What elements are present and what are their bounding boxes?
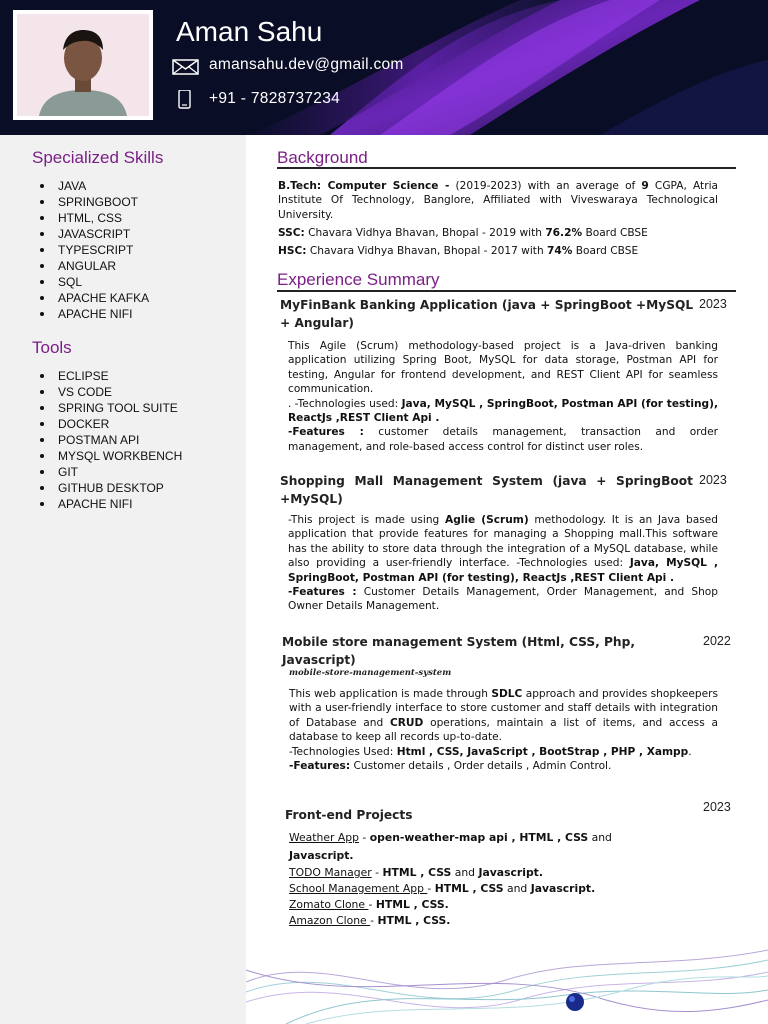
desc-text-2: approach and provides shopkeepers with a user-friendly interface to store customer and staff details with integration of Database and bbox=[289, 688, 718, 729]
school-management-link[interactable]: School Management App bbox=[289, 882, 428, 895]
btech-cgpa: 9 bbox=[641, 180, 649, 192]
skill-item: SQL bbox=[38, 274, 149, 290]
tech-list: Java, MySQL , SpringBoot, Postman API (for testing), ReactJs ,REST Client Api . bbox=[288, 557, 718, 584]
btech-text-2: CGPA, Atria Institute Of Technology, Banglore, Affiliated with Viveswaraya Technological University. bbox=[278, 180, 718, 221]
project-desc-myfinbank bbox=[288, 339, 718, 454]
tool-item: GIT bbox=[38, 464, 182, 480]
phone-icon bbox=[172, 90, 200, 115]
ssc-percent: 76.2% bbox=[545, 227, 583, 239]
background-divider bbox=[277, 167, 736, 169]
skills-list bbox=[38, 178, 149, 322]
features-text: Customer Details Management, Order Management, and Shop Owner Details Management. bbox=[288, 586, 718, 613]
features-label: -Features: bbox=[289, 760, 351, 773]
desc-text-2: methodology. It is an Java based application that provide features for managing a Shopping mall.This software has the ability to store data through the integration of a MySQL database, while also providing a user-friendly interface. -Technologies used: bbox=[288, 514, 718, 570]
desc-text: This web application is made through bbox=[289, 688, 492, 700]
tool-item: MYSQL WORKBENCH bbox=[38, 448, 182, 464]
desc-text-3: operations, maintain a list of items, and access a database to keep all records up-to-date. bbox=[289, 716, 718, 744]
tech-tail: Javascript. bbox=[530, 882, 596, 895]
frontend-title: Front-end Projects bbox=[285, 808, 413, 822]
hsc-percent: 74% bbox=[547, 245, 573, 257]
features-text: Customer details , Order details , Admin Control. bbox=[350, 760, 612, 773]
project-title-mobile-store: Mobile store management System (Html, CSS, Php, Javascript) bbox=[282, 635, 635, 667]
envelope-icon bbox=[172, 56, 200, 81]
skill-item: APACHE KAFKA bbox=[38, 290, 149, 306]
tech-list: HTML , CSS bbox=[434, 882, 504, 895]
separator: - bbox=[368, 898, 376, 911]
zomato-clone-link[interactable]: Zomato Clone bbox=[289, 898, 369, 911]
tool-item: SPRING TOOL SUITE bbox=[38, 400, 182, 416]
tool-item: ECLIPSE bbox=[38, 368, 182, 384]
separator: - bbox=[359, 831, 370, 844]
phone-text: +91 - 7828737234 bbox=[209, 90, 341, 107]
resume-header bbox=[0, 0, 768, 135]
tech-prefix: -Technologies Used: bbox=[289, 745, 397, 758]
hsc-label: HSC: bbox=[278, 245, 307, 257]
and-text: and bbox=[503, 882, 531, 895]
frontend-item-zomato bbox=[289, 898, 449, 912]
amazon-clone-link[interactable]: Amazon Clone bbox=[289, 914, 371, 927]
skill-item: TYPESCRIPT bbox=[38, 242, 149, 258]
tech-tail: . bbox=[688, 745, 692, 758]
frontend-item-school bbox=[289, 882, 595, 896]
methodology: Aglie (Scrum) bbox=[445, 514, 529, 526]
features-label: -Features : bbox=[288, 586, 357, 599]
desc-text: -This project is made using bbox=[288, 514, 446, 526]
hsc-tail: Board CBSE bbox=[572, 245, 639, 257]
tool-item: APACHE NIFI bbox=[38, 496, 182, 512]
project-year-myfinbank: 2023 bbox=[699, 297, 727, 311]
btech-text: (2019-2023) with an average of bbox=[449, 180, 642, 192]
ssc-text: Chavara Vidhya Bhavan, Bhopal - 2019 with bbox=[304, 227, 546, 239]
skill-item: APACHE NIFI bbox=[38, 306, 149, 322]
btech-label: B.Tech: Computer Science - bbox=[278, 180, 450, 192]
separator: - bbox=[371, 866, 383, 879]
separator: - bbox=[427, 882, 435, 895]
hsc-text: Chavara Vidhya Bhavan, Bhopal - 2017 with bbox=[306, 245, 548, 257]
and-text: and bbox=[588, 831, 612, 844]
tech-list: open-weather-map api , HTML , CSS bbox=[369, 831, 589, 844]
tech-list: HTML , CSS. bbox=[375, 898, 449, 911]
skill-item: SPRINGBOOT bbox=[38, 194, 149, 210]
tech-prefix: . -Technologies used: bbox=[288, 397, 402, 410]
background-heading: Background bbox=[277, 148, 368, 167]
frontend-year: 2023 bbox=[703, 800, 731, 814]
frontend-item-todo bbox=[289, 866, 543, 880]
tool-item: VS CODE bbox=[38, 384, 182, 400]
tech-list: Html , CSS, JavaScript , BootStrap , PHP , Xampp bbox=[396, 745, 689, 758]
skill-item: HTML, CSS bbox=[38, 210, 149, 226]
sdlc: SDLC bbox=[491, 688, 523, 700]
tech-tail: Javascript. bbox=[478, 866, 543, 879]
project-year-mobile-store: 2022 bbox=[703, 634, 731, 648]
tools-list bbox=[38, 368, 182, 512]
profile-photo bbox=[13, 10, 153, 120]
tool-item: GITHUB DESKTOP bbox=[38, 480, 182, 496]
todo-manager-link[interactable]: TODO Manager bbox=[289, 866, 372, 879]
crud: CRUD bbox=[390, 716, 424, 729]
candidate-name: Aman Sahu bbox=[176, 16, 323, 47]
frontend-item-weather-cont bbox=[289, 849, 353, 863]
experience-heading: Experience Summary bbox=[277, 270, 440, 289]
sidebar bbox=[0, 135, 246, 1024]
frontend-item-amazon bbox=[289, 914, 450, 928]
separator: - bbox=[370, 914, 378, 927]
skills-heading: Specialized Skills bbox=[32, 148, 164, 167]
experience-divider bbox=[277, 290, 736, 292]
tech-list: Java, MySQL , SpringBoot, Postman API (for testing), ReactJs ,REST Client Api . bbox=[288, 397, 718, 425]
ssc-entry bbox=[278, 226, 738, 240]
features-text: customer details management, transaction and order management, and role-based access control for distinct user roles. bbox=[288, 426, 718, 453]
skill-item: JAVASCRIPT bbox=[38, 226, 149, 242]
desc-text: This Agile (Scrum) methodology-based project is a Java-driven banking application utilizing Spring Boot, MySQL for data storage, Postman API for testing, Angular for frontend development, and REST Client API for seamless communication. bbox=[288, 340, 718, 396]
features-label: -Features : bbox=[288, 426, 364, 439]
tool-item: POSTMAN API bbox=[38, 432, 182, 448]
project-desc-mobile-store bbox=[289, 687, 718, 773]
footer-wave-decoration bbox=[246, 940, 768, 1024]
project-title-shopping-mall: Shopping Mall Management System (java + SpringBoot +MySQL) bbox=[280, 474, 693, 506]
skill-item: ANGULAR bbox=[38, 258, 149, 274]
ssc-tail: Board CBSE bbox=[582, 227, 648, 239]
project-year-shopping-mall: 2023 bbox=[699, 473, 727, 487]
tech-list: HTML , CSS bbox=[382, 866, 452, 879]
tech-list: HTML , CSS. bbox=[377, 914, 451, 927]
skill-item: JAVA bbox=[38, 178, 149, 194]
btech-entry bbox=[278, 179, 718, 222]
tool-item: DOCKER bbox=[38, 416, 182, 432]
tech-tail: Javascript. bbox=[289, 849, 354, 862]
tools-heading: Tools bbox=[32, 338, 72, 357]
hsc-entry bbox=[278, 244, 738, 258]
weather-app-link[interactable]: Weather App bbox=[289, 831, 359, 844]
ssc-label: SSC: bbox=[278, 227, 305, 239]
project-repo-name: mobile-store-management-system bbox=[289, 668, 452, 678]
and-text: and bbox=[451, 866, 479, 879]
project-title-myfinbank: MyFinBank Banking Application (java + SpringBoot +MySQL + Angular) bbox=[280, 298, 694, 330]
frontend-item-weather bbox=[289, 831, 612, 845]
project-desc-shopping-mall bbox=[288, 513, 718, 614]
email-text: amansahu.dev@gmail.com bbox=[209, 56, 404, 73]
